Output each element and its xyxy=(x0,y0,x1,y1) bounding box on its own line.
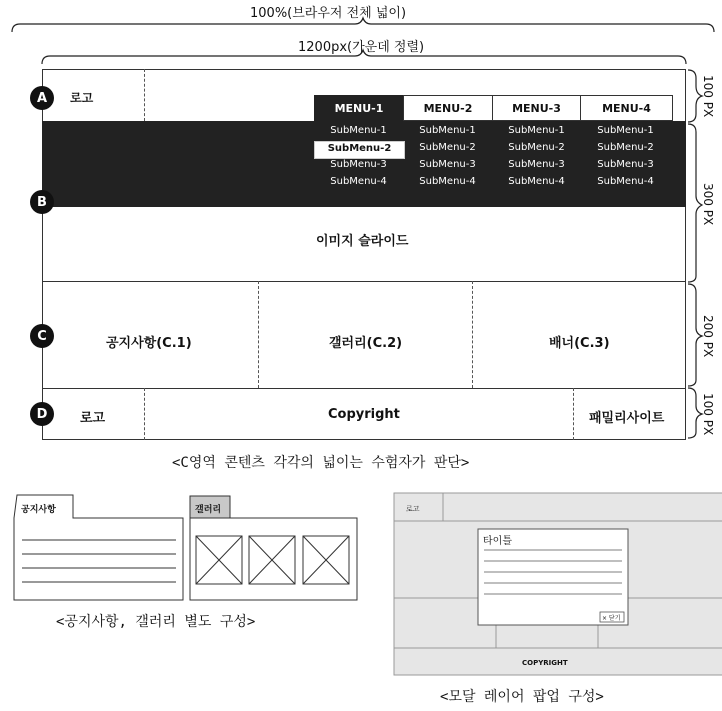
tabs-caption: <공지사항, 갤러리 별도 구성> xyxy=(56,614,256,630)
family-site-label: 패밀리사이트 xyxy=(589,411,665,426)
menu-tab-1[interactable]: MENU-1 xyxy=(314,95,404,121)
notice-area-label: 공지사항(C.1) xyxy=(106,336,192,351)
submenu-item[interactable]: SubMenu-3 xyxy=(330,159,387,170)
submenu-item[interactable]: SubMenu-3 xyxy=(419,159,476,170)
content-width-label: 1200px(가운데 정렬) xyxy=(298,40,425,55)
gallery-area-label: 갤러리(C.2) xyxy=(329,336,403,351)
submenu-item[interactable]: SubMenu-1 xyxy=(508,125,565,136)
section-d-badge: D xyxy=(30,402,54,426)
modal-close-button[interactable]: × 닫기 xyxy=(602,615,621,622)
submenu-item[interactable]: SubMenu-2 xyxy=(508,142,565,153)
submenu-item[interactable]: SubMenu-1 xyxy=(597,125,654,136)
section-a-badge: A xyxy=(30,86,54,110)
footer-logo: 로고 xyxy=(80,411,106,426)
modal-bg-logo: 로고 xyxy=(406,505,420,513)
gallery-tab[interactable]: 갤러리 xyxy=(195,505,222,515)
submenu-item[interactable]: SubMenu-4 xyxy=(419,176,476,187)
submenu-item[interactable]: SubMenu-2 xyxy=(597,142,654,153)
modal-bg-copyright: COPYRIGHT xyxy=(522,659,568,667)
submenu-item[interactable]: SubMenu-1 xyxy=(330,125,387,136)
submenu-item[interactable]: SubMenu-4 xyxy=(330,176,387,187)
modal-caption: <모달 레이어 팝업 구성> xyxy=(440,689,604,705)
copyright-label: Copyright xyxy=(328,407,400,422)
modal-title: 타이틀 xyxy=(483,536,512,547)
submenu-item[interactable]: SubMenu-4 xyxy=(597,176,654,187)
submenu-item[interactable]: SubMenu-1 xyxy=(419,125,476,136)
full-width-label: 100%(브라우저 전체 넓이) xyxy=(250,6,407,21)
menu-tab-2[interactable]: MENU-2 xyxy=(403,95,493,121)
section-c-badge: C xyxy=(30,324,54,348)
submenu-item[interactable]: SubMenu-2 xyxy=(419,142,476,153)
submenu-item[interactable]: SubMenu-3 xyxy=(597,159,654,170)
height-a-label: 100 PX xyxy=(701,75,715,118)
height-d-label: 100 PX xyxy=(701,393,715,436)
submenu-item-selected[interactable]: SubMenu-2 xyxy=(314,141,405,159)
banner-area-label: 배너(C.3) xyxy=(549,336,610,351)
height-c-label: 200 PX xyxy=(701,315,715,358)
notice-tab[interactable]: 공지사항 xyxy=(21,505,56,515)
menu-tab-3[interactable]: MENU-3 xyxy=(492,95,581,121)
height-b-label: 300 PX xyxy=(701,183,715,226)
submenu-item[interactable]: SubMenu-3 xyxy=(508,159,565,170)
submenu-item[interactable]: SubMenu-4 xyxy=(508,176,565,187)
section-b-badge: B xyxy=(30,190,54,214)
image-slide-label: 이미지 슬라이드 xyxy=(316,234,409,249)
main-caption: <C영역 콘텐츠 각각의 넓이는 수험자가 판단> xyxy=(172,455,470,471)
header-logo: 로고 xyxy=(70,91,94,105)
menu-tab-4[interactable]: MENU-4 xyxy=(580,95,673,121)
